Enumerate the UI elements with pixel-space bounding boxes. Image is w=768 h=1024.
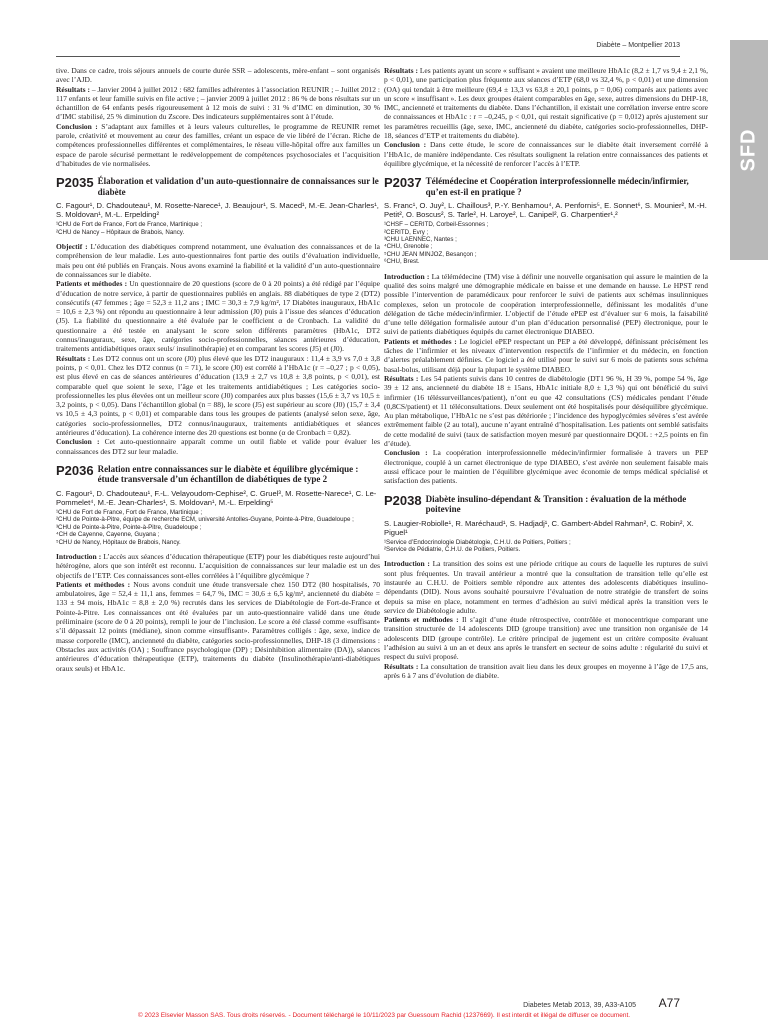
- affiliation: ⁴CHU, Grenoble ;: [384, 243, 433, 251]
- abstract-id: P2038: [384, 492, 422, 508]
- affiliations: [384, 539, 708, 554]
- affiliation: ²CHU de Nancy – Hôpitaux de Brabois, Nancy.: [56, 228, 185, 236]
- abstract-paragraph: Patients et méthodes : Le logiciel ePEP respectant un PEP a été développé, définissant précisément les tâches de l’infirmier et les niveaux d’intervention respectifs de l’infirmier et du médecin, en fonction d’alertes préalablement définies. Ce logiciel a été utilisé pour le suivi sur 6 mois de patients sous schéma basal-bolus, utilisant déjà pour la plupart le système DIABEO.: [384, 336, 708, 374]
- abstract-heading: [56, 176, 380, 197]
- sfd-side-tab-label: SFD: [737, 128, 760, 172]
- abstract-p2036: [56, 464, 380, 673]
- abstract-title: Diabète insulino-dépendant & Transition : évaluation de la méthode poitevine: [425, 493, 687, 515]
- affiliation: ⁵CHU de Nancy, Hôpitaux de Brabois, Nancy.: [56, 538, 181, 546]
- abstract-heading: [384, 494, 708, 515]
- abstract-paragraph: Patients et méthodes : Nous avons conduit une étude transversale chez 150 DT2 (80 hospitalisés, 70 ambulatoires, âge = 52,4 ± 11,1 ans, femmes = 64,7 %, IMC = 30,6 ± 6,5 kg/m², ancienneté du diabète = 133 ± 94 mois, HbA1c = 8,8 ± 2,0 %) recrutés dans les services de Diabétologie de Fort-de-France et Pointe-à-Pitre. Les connaissances ont été évaluées par un auto-questionnaire validé dans une étude préliminaire (score de 0 à 20 points), rempli le jour de l’inclusion. Le score a été classé comme «suffisant» s’il dépassait 12 points (médiane), sinon comme «insuffisant». Paramètres colligés : âge, sexe, indice de masse corporelle (IMC), ancienneté du diabète, catégories socio-professionnelles, DHP-18 (3 dimensions : Obstacles aux activités (OA) ; Souffrance psychologique (DP) ; Désinhibition alimentaire (DA)), séances antérieures d’éducation thérapeutique (ETP), traitements du diabète (Insulinothérapie/anti-diabétiques oraux seuls) et HbA1c.: [56, 579, 380, 673]
- affiliation: ¹Service d’Endocrinologie Diabétologie, C.H.U. de Poitiers, Poitiers ;: [384, 538, 571, 546]
- abstract-id: P2037: [384, 175, 422, 191]
- affiliation: ³CHU LAENNEC, Nantes ;: [384, 236, 457, 244]
- continuation-paragraph: Conclusion : Dans cette étude, le score de connaissances sur le diabète était inversement corrélé à l’HbA1c, de manière indépendante. Ces résultats soulignent la relation entre connaissances des patients et équilibre glycémique, et la nécessité de renforcer l’accès à l’ETP.: [384, 140, 709, 168]
- continuation-paragraph: Résultats : Les patients ayant un score « suffisant » avaient une meilleure HbA1c (8,2 ± 1,7 vs 9,4 ± 2,1 %, p < 0,01), une participation plus fréquente aux séances d’ETP (68,0 vs 32,4 %, p < 0,01) et une dimension (OA) qui tendait à être meilleure (69,4 ± 13,3 vs 63,8 ± 20,1 points, p = 0,06) comparés aux patients avec un score « insuffisant ». Les deux groupes étaient comparables en âge, sexe, autres dimensions du DHP-18, IMC, ancienneté et traitements du diabète. Dans l’échantillon, il existait une corrélation inverse entre score de connaissances et HbA1c : r = –0,245, p < 0,01, qui restait significative (p = 0,012) après ajustement sur les paramètres recueillis (âge, sexe, IMC, ancienneté du diabète, catégories socio-professionnelles, DHP-18, séances d’ETP et traitements du diabète).: [384, 66, 708, 141]
- abstract-p2037: [384, 176, 708, 485]
- abstract-paragraph: Patients et méthodes : Un questionnaire de 20 questions (score de 0 à 20 points) a été rédigé par l’équipe d’éducation de notre service, à partir de questionnaires publiés en anglais. 88 diabétiques de type 2 (DT2) consécutifs (47 femmes ; âge = 52,3 ± 11,2 ans ; IMC = 30,3 ± 7,9 kg/m², 17 Diabètes inauguraux, HbA1c = 10,6 ± 2,3 %) ont répondu au questionnaire à leur admission (J0) puis à l’issue des séances d’éducation (J5). La fiabilité du questionnaire a été évaluée par le coefficient α de Cronbach. La validité du questionnaire a été testée en analysant le score selon différents paramètres (HbA1c, DT2 connus/inauguraux, sexe, âge, catégories socio-professionnelles, séances antérieures d’éducation, traitements antidiabétiques oraux seuls/ insulinothérapie) et en comparant les scores (J5) et (J0).: [56, 279, 380, 354]
- abstract-p2035: [56, 176, 380, 456]
- abstract-paragraph: Résultats : Les 54 patients suivis dans 10 centres de diabétologie (DT1 96 %, H 39 %, pompe 54 %, âge 39 ± 12 ans, ancienneté du diabète 18 ± 15ans, HbA1c initiale 8,0 ± 1,3 %) qui ont bénéficié du suivi infirmier (16 téléssurveillances/patient), n’ont eu que 42 consultations (CS) médicales pendant l’étude (0,8CS/patient) et 11 téléconsultations. Deux seulement ont été hospitalisés pour déséquilibre glycémique. Au plan métabolique, l’HbA1c ne s’est pas détériorée ; l’incidence des hypoglycémies sévères s’est avérée extrêmement faible (2 au total), aucune n’ayant entraîné d’hospitalisation. Les patients ont semblé satisfaits de cette modalité de suivi (taux de satisfaction moyen mesuré par questionnaire DQOL : +2,5 points en fin d’étude).: [384, 373, 708, 449]
- abstract-paragraph: Introduction : La télémédecine (TM) vise à définir une nouvelle organisation qui assure le maintien de la qualité des soins malgré une démographie médicale en baisse et une demande en hausse. Le HPST rend possible l’intervention de paramédicaux pour renforcer le suivi de patients aux schémas insulinniques complexes, selon un protocole de coopération interprofessionnelle, définissant les modalités d’une délégation de tâche médecin/infirmier. L’objectif de l’étude ePEP est d’évaluer sur 6 mois, la faisabilité d’une telle délégation formalisée autour d’un plan d’éducation personnalisé (PEP) électronique, pour le suivi de patients diabétiques équipés du carnet électronique DIABEO.: [384, 271, 709, 337]
- abstract-p2038: [384, 494, 708, 681]
- abstract-title: Élaboration et validation d’un auto-questionnaire de connaissances sur le diabète: [97, 176, 379, 197]
- abstract-heading: [56, 464, 380, 485]
- affiliation: ⁶CHU, Brest.: [384, 258, 420, 266]
- author-list: C. Fagour¹, D. Chadouteau¹, M. Rosette-Narece¹, J. Beaujour¹, S. Maced¹, M.-E. Jean-Charles¹, S. Moldovan¹, M.-L. Erpelding²: [56, 201, 379, 220]
- running-header: [56, 42, 680, 57]
- affiliation: ⁴CH de Cayenne, Cayenne, Guyana ;: [56, 531, 160, 539]
- continuation-paragraph: Résultats : – Janvier 2004 à juillet 2012 : 682 familles adhérentes à l’association REUNIR ; – Juillet 2012 : 117 enfants et leur famille suivis en file active ; – janvier 2009 à juillet 2012 : 86 % de bons résultats sur un échantillon de 64 enfants pesés rigoureusement à 12 mois de suivi : 31 % d’IMC en diminution, 30 % d’IMC stabilisé, 25 % diminution du Zscore. Des indicateurs supplémentaires sont à l’étude.: [56, 84, 380, 122]
- affiliation: ¹CHU de Fort de France, Fort de France, Martinique ;: [56, 221, 203, 229]
- continuation-paragraph: Conclusion : S’adaptant aux familles et à leurs valeurs culturelles, le programme de REUNIR remet parole, créativité et mouvement au cœur des familles, créant un espace de vie libéré de l’écran. Riche de compétences professionnelles différentes et complémentaires, le réseau ville-hôpital offre aux familles un espace de parole sécurisé permettant le redéveloppement de compétences psychosociales et l’acquisition d’habitudes de vie normalisées.: [56, 121, 381, 168]
- journal-citation: Diabetes Metab 2013, 39, A33-A105: [523, 1002, 636, 1009]
- affiliation: ¹CHU de Fort de France, Fort de France, Martinique ;: [56, 508, 203, 516]
- affiliations: [384, 221, 708, 265]
- abstract-id: P2035: [56, 175, 94, 191]
- author-list: S. Franc¹, O. Juy², L. Chaillous³, P.-Y. Benhamou⁴, A. Penfornis⁵, E. Sonnet⁶, S. Mounier², M.-H. Petit², O. Boscus², S. Tarle², H. Laroye², L. Canipel², G. Charpentier¹,²: [384, 201, 707, 220]
- left-column: [56, 66, 380, 673]
- page-number: A77: [658, 996, 680, 1010]
- abstract-paragraph: Conclusion : La coopération interprofessionnelle médecin/infirmier formalisée à travers un PEP électronique, couplé à un carnet électronique de type DIABEO, s’est avérée non seulement faisable mais aussi efficace pour le maintien de l’équilibre glycémique avec économie de temps médical spécialisé et satisfaction des patients.: [384, 448, 708, 486]
- copyright-notice: © 2023 Elsevier Masson SAS. Tous droits réservés. - Document téléchargé le 10/11/2023 par Guessoum Rachid (1237669). Il est interdit et illégal de diffuser ce document.: [137, 1012, 631, 1019]
- right-column: [384, 66, 708, 680]
- sfd-side-tab: [730, 40, 768, 260]
- abstract-paragraph: Conclusion : Cet auto-questionnaire apparaît comme un outil fiable et valide pour évaluer les connaissances des DT2 sur leur maladie.: [56, 437, 380, 456]
- abstract-title: Relation entre connaissances sur le diabète et équilibre glycémique : étude transversale d’un échantillon de diabétiques de type 2: [97, 463, 359, 485]
- abstract-paragraph: Introduction : La transition des soins est une période critique au cours de laquelle les ruptures de suivi sont plus fréquentes. Un travail antérieur a montré que la consultation de transition telle qu’elle est instaurée au C.H.U. de Poitiers semble répondre aux attentes des adolescents diabétiques insulino-dépendants (DID). Nous avons souhaité poursuivre l’évaluation de notre stratégie de transfert de soins depuis sa mise en place, notamment en termes d’adhésion au suivi médical après la transition vers le service de Diabétologie adulte.: [384, 559, 708, 615]
- running-title: Diabète – Montpellier 2013: [596, 42, 680, 49]
- continuation-left: [56, 66, 380, 168]
- affiliations: [56, 509, 380, 546]
- affiliation: ²CHU de Pointe-à-Pitre, équipe de recherche ECM, université Antolles-Guyane, Pointe-à-Pitre, Guadeloupe ;: [56, 516, 354, 524]
- affiliation: ¹CHSF – CERITD, Corbeil-Essonnes ;: [384, 221, 489, 229]
- abstract-paragraph: Introduction : L’accès aux séances d’éducation thérapeutique (ETP) pour les diabétiques reste aujourd’hui hétérogène, alors que son intérêt est reconnu. L’acquisition de connaissances sur leur maladie est un des objectifs de l’ETP. Ces connaissances sont-elles corrélées à l’équilibre glycémique ?: [56, 551, 380, 580]
- abstract-id: P2036: [56, 462, 94, 478]
- affiliations: [56, 221, 380, 236]
- continuation-right: [384, 66, 708, 168]
- author-list: S. Laugier-Robiolle¹, R. Maréchaud¹, S. Hadjadj¹, C. Gambert-Abdel Rahman², C. Robin², X. Piguel¹: [384, 518, 694, 537]
- abstract-paragraph: Résultats : La consultation de transition avait lieu dans les deux groupes en moyenne à l’âge de 17,5 ans, après 6 à 7 ans d’évolution de diabète.: [384, 661, 708, 680]
- continuation-paragraph: tive. Dans ce cadre, trois séjours annuels de courte durée SSR – adolescents, mère-enfant – sont organisés avec l’AJD.: [56, 66, 380, 85]
- author-list: C. Fagour¹, D. Chadouteau¹, F.-L. Velayoudom-Cephise², C. Gruel³, M. Rosette-Narece¹, C. Le-Pommelet⁴, M.-E. Jean-Charles¹, S. Moldovan¹, M.-L. Erpelding⁵: [56, 488, 377, 507]
- affiliation: ³CHU de Pointe-à-Pitre, Pointe-à-Pitre, Guadeloupe ;: [56, 523, 202, 531]
- affiliation: ²CERITD, Evry ;: [384, 228, 429, 236]
- affiliation: ²Service de Pédiatrie, C.H.U. de Poitiers, Poitiers.: [384, 545, 521, 553]
- abstract-paragraph: Résultats : Les DT2 connus ont un score (J0) plus élevé que les DT2 inauguraux : 11,4 ± 3,9 vs 7,0 ± 3,8 points, p < 0,01. Chez les DT2 connus (n = 71), le score (J0) est corrélé à l’HbA1c (r = –0,27 ; p < 0,05), est plus élevé en cas de séances antérieures d’éducation (13,9 ± 2,7 vs 10,8 ± 3,8 points, p < 0,01), est comparable quel que soient le sexe, l’âge et les traitements antidiabétiques ; Les catégories socio-professionnelles les plus élevées ont un meilleur score (J0) comparées aux plus basses (15,6 ± 3,7 vs 10,5 ± 3,2 points, p < 0,05). Dans l’échantillon global (n = 88), le score (J5) est supérieur au score (J0) (15,7 ± 3,4 vs 10,5 ± 4,3 points, p < 0,01) et comparable dans tous les groupes de patients (analysé selon sexe, âge, catégories socio-professionnelles, DT2 connus/inauguraux, traitements antidiabétiques et séances antérieures d’éducation). La cohérence interne des 20 questions est bonne (α de Cronbach = 0,82).: [56, 353, 380, 438]
- page-footer: [56, 996, 680, 1012]
- abstract-heading: [384, 176, 708, 197]
- abstract-paragraph: Patients et méthodes : Il s’agit d’une étude rétrospective, contrôlée et monocentrique comparant une transition structurée de 14 adolescents DID (groupe transition) avec une transition non organisée de 14 adolescents DID (groupe contrôle). Le critère principal de jugement est un critère composite évaluant l’adhésion au suivi à un an et deux ans après le transfert en secteur de soins adulte : régularité du suivi et respect du suivi proposé.: [384, 615, 708, 662]
- abstract-title: Télémédecine et Coopération interprofessionnelle médecin/infirmier, qu’en est-il en pratique ?: [425, 176, 689, 197]
- affiliation: ⁵CHU JEAN MINJOZ, Besançon ;: [384, 250, 477, 258]
- abstract-paragraph: Objectif : L’éducation des diabétiques comprend notamment, une évaluation des connaissances et de la compréhension de leur maladie. Les auto-questionnaires font partie des outils d’évaluation individuelle, mais peu ont été publiés en Français. Nous avons examiné la fiabilité et la validité d’un auto-questionnaire de connaissances sur le diabète.: [56, 242, 380, 279]
